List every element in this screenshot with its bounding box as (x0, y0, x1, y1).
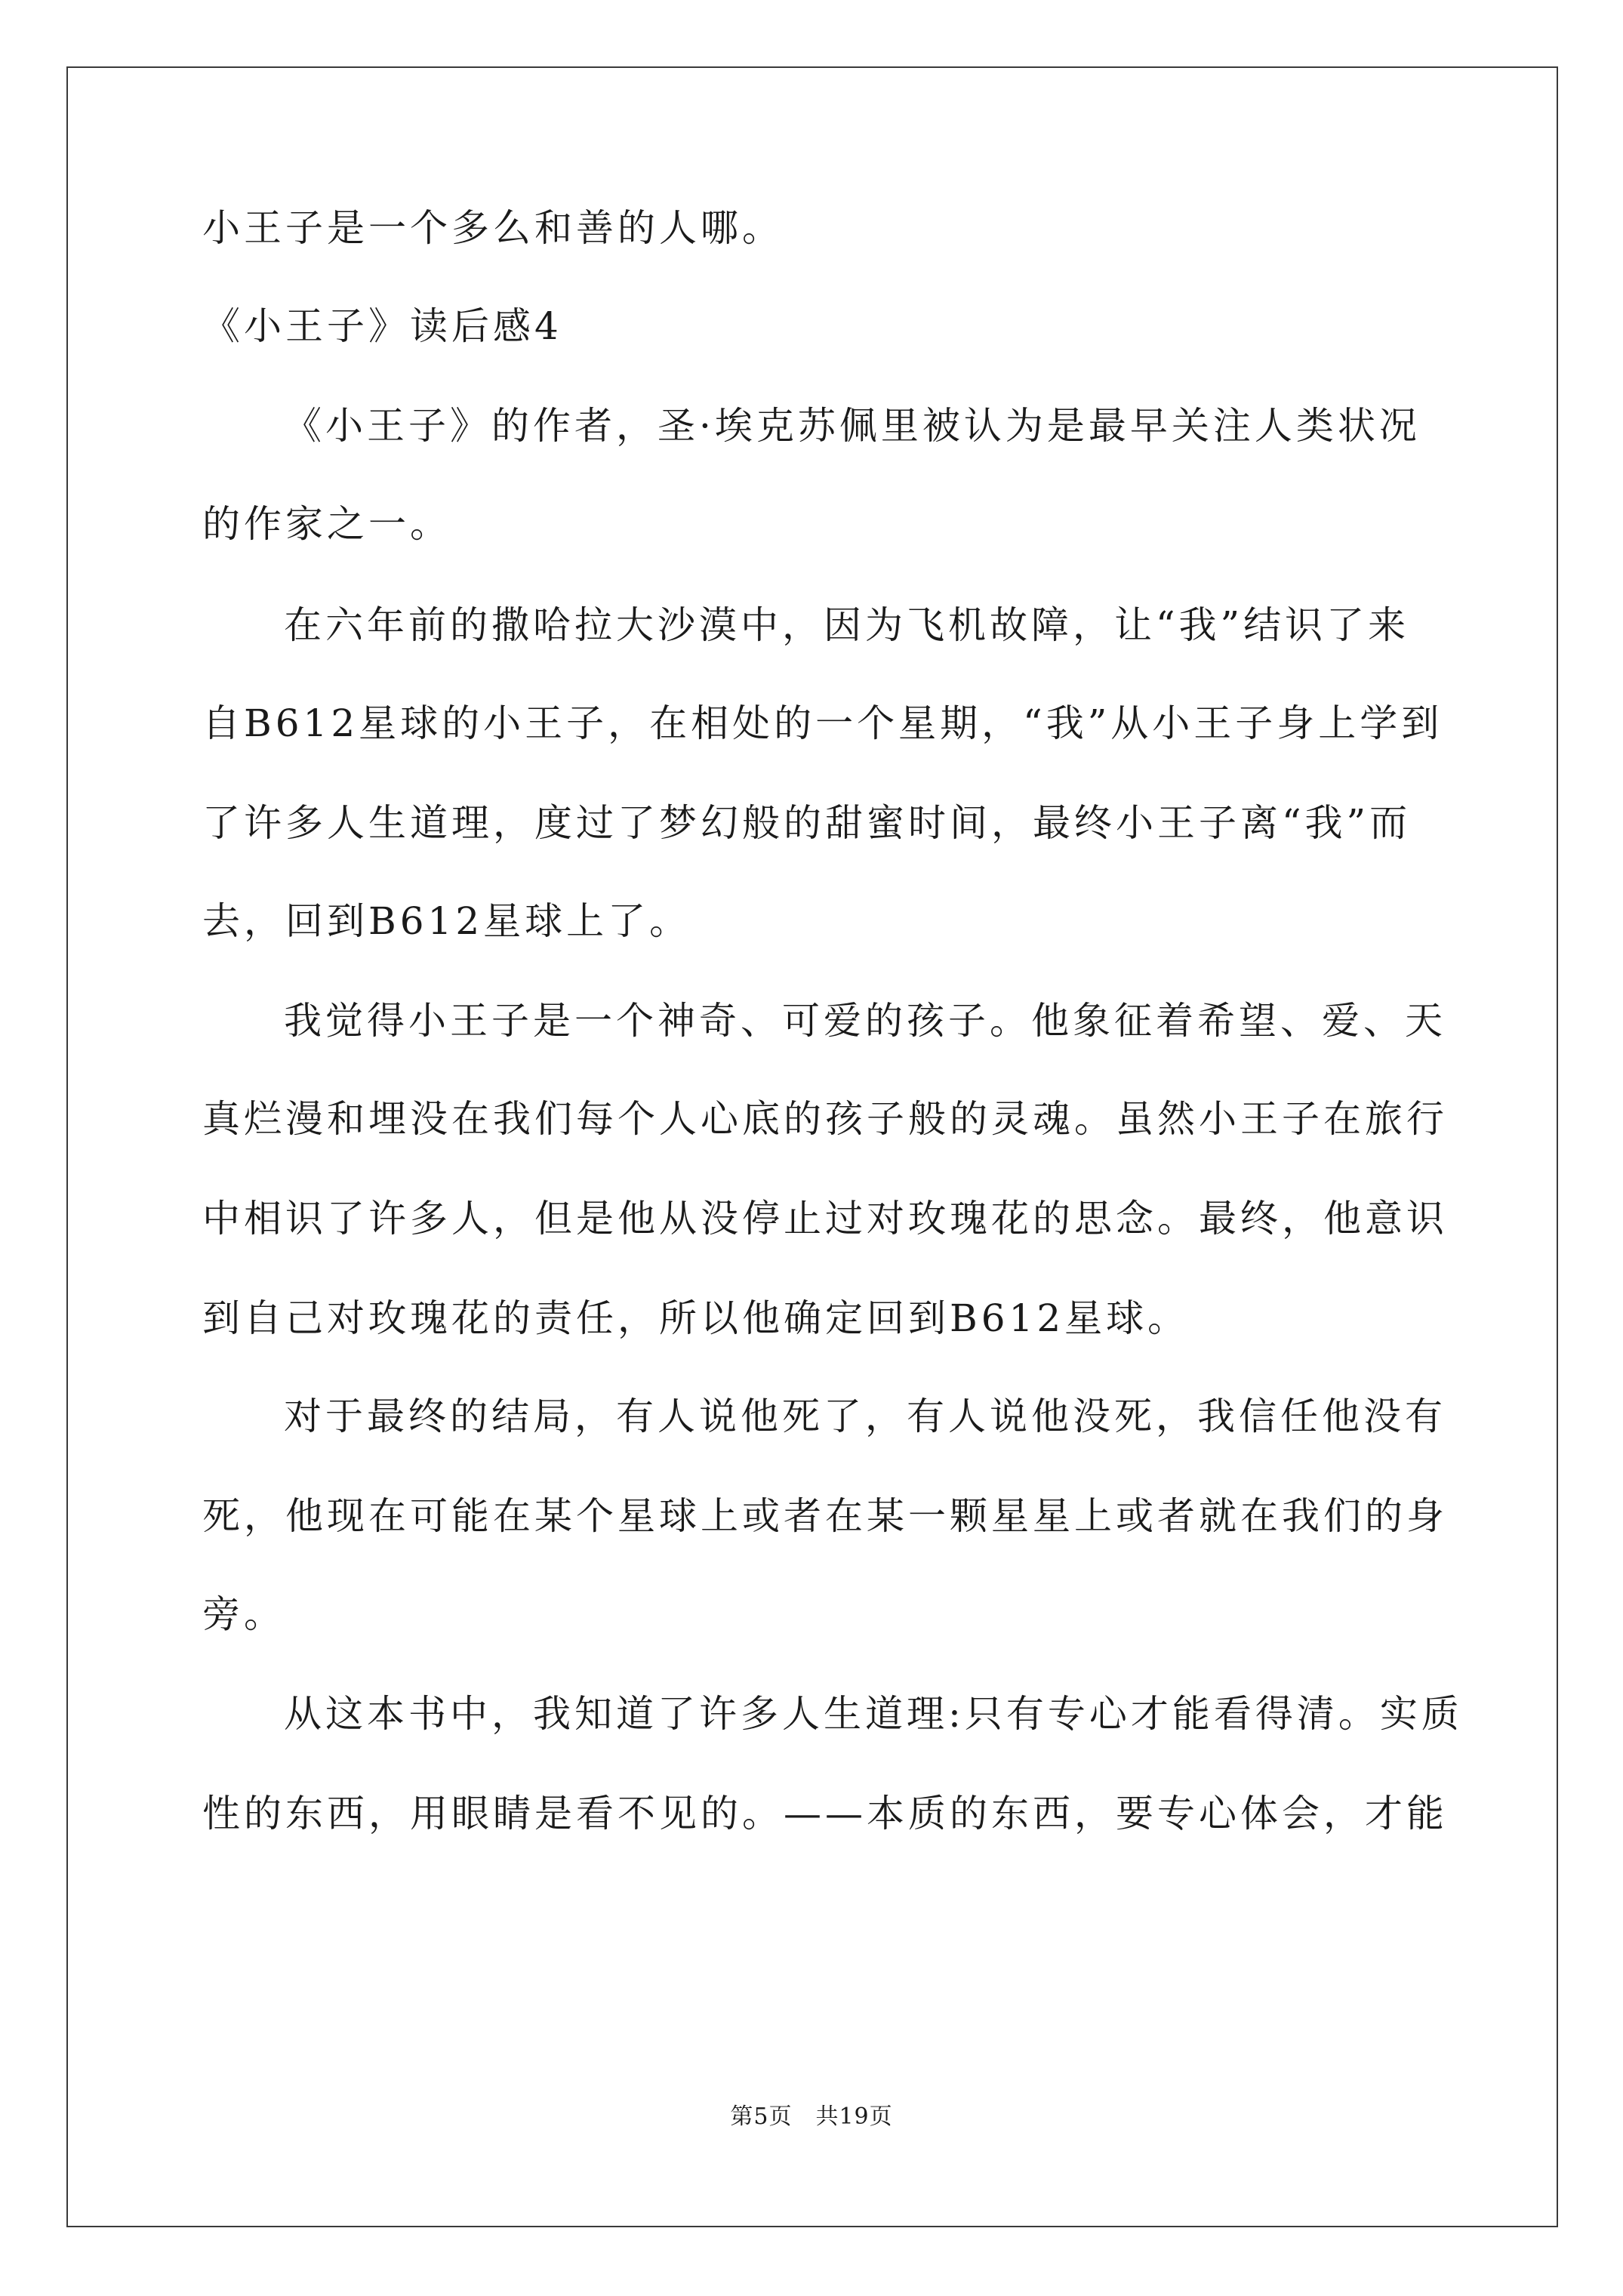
paragraph-first-line: 从这本书中，我知道了许多人生道理:只有专心才能看得清。实质 (284, 1692, 1463, 1736)
paragraph-first-line: 《小王子》的作者，圣·埃克苏佩里被认为是最早关注人类状况 (284, 404, 1421, 448)
text-line: 中相识了许多人，但是他从没停止过对玫瑰花的思念。最终，他意识 (202, 1197, 1448, 1240)
text-line: 死，他现在可能在某个星球上或者在某一颗星星上或者就在我们的身 (202, 1494, 1448, 1538)
paragraph-first-line: 我觉得小王子是一个神奇、可爱的孩子。他象征着希望、爱、天 (284, 999, 1446, 1043)
paragraph-first-line: 对于最终的结局，有人说他死了，有人说他没死，我信任他没有 (284, 1395, 1446, 1438)
text-line: 了许多人生道理，度过了梦幻般的甜蜜时间，最终小王子离“我”而 (202, 801, 1412, 845)
text-line: 性的东西，用眼睛是看不见的。——本质的东西，要专心体会，才能 (202, 1792, 1448, 1835)
text-line: 到自己对玫瑰花的责任，所以他确定回到B612星球。 (202, 1296, 1190, 1340)
text-line: 的作家之一。 (202, 502, 451, 546)
page-border (66, 66, 1558, 2227)
section-heading: 《小王子》读后感4 (202, 304, 562, 348)
page-number-footer: 第5页 共19页 (730, 2103, 893, 2130)
text-line: 旁。 (202, 1592, 285, 1636)
text-line: 自B612星球的小王子，在相处的一个星期，“我”从小王子身上学到 (202, 701, 1443, 745)
paragraph-first-line: 在六年前的撒哈拉大沙漠中，因为飞机故障，让“我”结识了来 (284, 603, 1410, 647)
text-line: 真烂漫和埋没在我们每个人心底的孩子般的灵魂。虽然小王子在旅行 (202, 1097, 1448, 1141)
text-line: 小王子是一个多么和善的人哪。 (202, 206, 784, 250)
text-line: 去，回到B612星球上了。 (202, 899, 691, 943)
